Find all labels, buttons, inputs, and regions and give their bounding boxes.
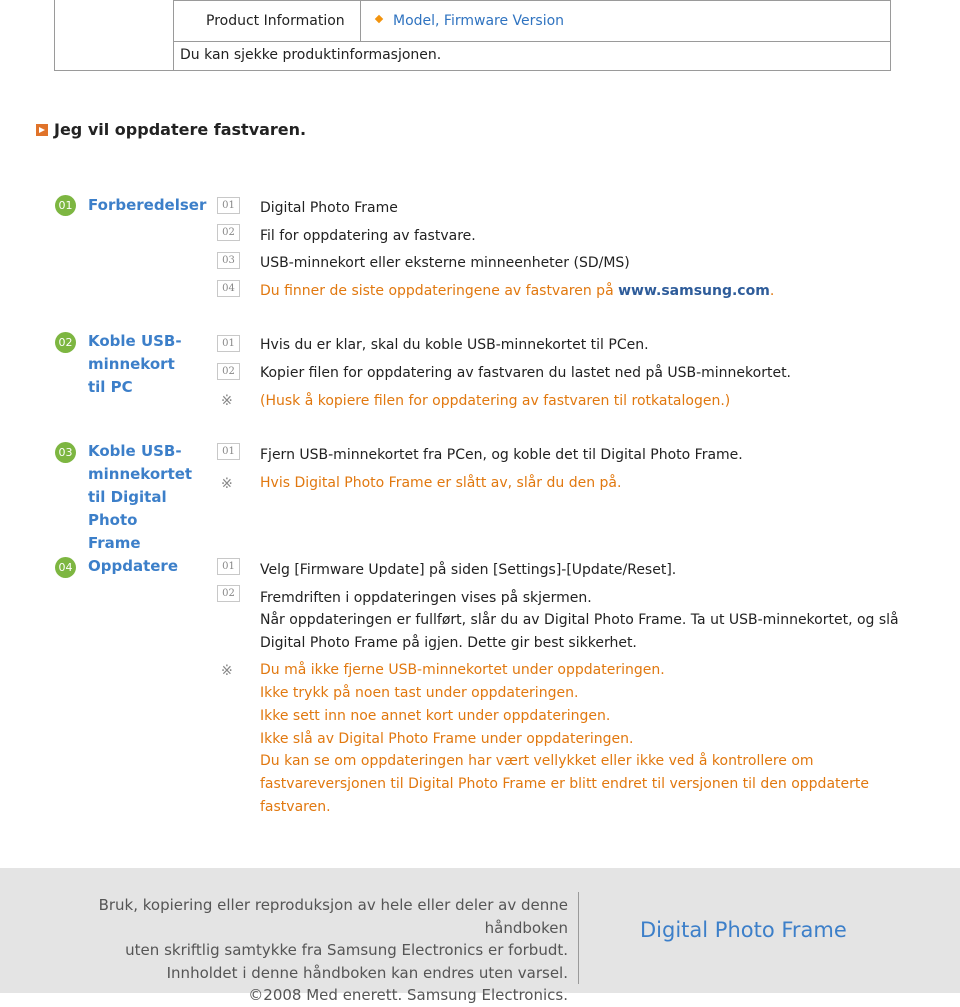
step-line: (Husk å kopiere filen for oppdatering av fastvaren til rotkatalogen.) (260, 393, 731, 409)
step-title: Koble USB-minnekortet til Digital Photo Frame (88, 442, 193, 552)
step-line: Du må ikke fjerne USB-minnekortet under oppdateringen. (260, 662, 665, 678)
footer-divider (578, 892, 579, 984)
step-line: Kopier filen for oppdatering av fastvaren du lastet ned på USB-minnekortet. (260, 365, 792, 381)
copyright-line: Bruk, kopiering eller reproduksjon av hele eller deler av denne håndboken (98, 896, 568, 937)
info-description: Du kan sjekke produktinformasjonen. (180, 47, 442, 63)
step-line: fastvareversjonen til Digital Photo Frame er blitt endret til versjonen til den oppdaterte (260, 776, 869, 792)
product-info-table (54, 0, 891, 71)
step-badge: 01 (55, 195, 76, 216)
step-number: 04 (217, 280, 240, 297)
copyright-line: Innholdet i denne håndboken kan endres uten varsel. (166, 963, 568, 982)
note-mark-icon: ※ (221, 663, 233, 679)
step-number: 02 (217, 363, 240, 380)
step-title: Oppdatere (88, 557, 178, 575)
step-line-text-end: . (769, 283, 775, 299)
step-badge: 04 (55, 557, 76, 578)
step-line: Fremdriften i oppdateringen vises på skjermen. (260, 590, 592, 606)
step-number: 01 (217, 558, 240, 575)
step-line: Hvis Digital Photo Frame er slått av, slår du den på. (260, 475, 622, 491)
step-line: Ikke slå av Digital Photo Frame under oppdateringen. (260, 731, 634, 747)
step-number: 02 (217, 224, 240, 241)
step-badge: 03 (55, 442, 76, 463)
step-line-text: Du finner de siste oppdateringene av fastvaren på (260, 283, 619, 299)
step-line: fastvaren. (260, 799, 331, 815)
step-line: Digital Photo Frame (260, 200, 398, 216)
step-line: Når oppdateringen er fullført, slår du av Digital Photo Frame. Ta ut USB-minnekortet, og slå (260, 612, 899, 628)
step-line: USB-minnekort eller eksterne minneenheter (SD/MS) (260, 255, 630, 271)
step-title: Forberedelser (88, 196, 207, 214)
step-line (260, 280, 774, 302)
step-line: Velg [Firmware Update] på siden [Settings]-[Update/Reset]. (260, 562, 677, 578)
info-items[interactable] (362, 1, 564, 41)
section-heading (36, 120, 306, 139)
info-table-header-row (174, 0, 890, 42)
step-line: Fjern USB-minnekortet fra PCen, og koble det til Digital Photo Frame. (260, 447, 743, 463)
brand-logo: Digital Photo Frame (640, 918, 847, 942)
step-number: 01 (217, 443, 240, 460)
note-mark-icon: ※ (221, 476, 233, 492)
step-line: Du kan se om oppdateringen har vært vellykket eller ikke ved å kontrollere om (260, 753, 814, 769)
step-number: 01 (217, 335, 240, 352)
footer (0, 868, 960, 1004)
step-line: Hvis du er klar, skal du koble USB-minnekortet til PCen. (260, 337, 649, 353)
step-number: 02 (217, 585, 240, 602)
step-line: Ikke sett inn noe annet kort under oppdateringen. (260, 708, 611, 724)
copyright-line: ©2008 Med enerett. Samsung Electronics. (248, 986, 568, 1004)
arrow-square-icon (36, 124, 48, 136)
step-line: Digital Photo Frame på igjen. Dette gir best sikkerhet. (260, 635, 637, 651)
diamond-bullet-icon (375, 15, 383, 23)
step-badge: 02 (55, 332, 76, 353)
info-table-blank-cell (55, 0, 174, 70)
samsung-link[interactable]: www.samsung.com (618, 283, 770, 299)
info-category: Product Information (174, 1, 361, 41)
copyright-notice (80, 894, 568, 1007)
step-number: 03 (217, 252, 240, 269)
info-items-label: Model, Firmware Version (393, 13, 565, 29)
step-line: Ikke trykk på noen tast under oppdateringen. (260, 685, 579, 701)
note-mark-icon: ※ (221, 393, 233, 409)
copyright-line: uten skriftlig samtykke fra Samsung Electronics er forbudt. (125, 941, 568, 959)
step-line: Fil for oppdatering av fastvare. (260, 228, 476, 244)
step-number: 01 (217, 197, 240, 214)
step-title: Koble USB-minnekort til PC (88, 332, 182, 396)
section-heading-text: Jeg vil oppdatere fastvaren. (54, 120, 307, 139)
